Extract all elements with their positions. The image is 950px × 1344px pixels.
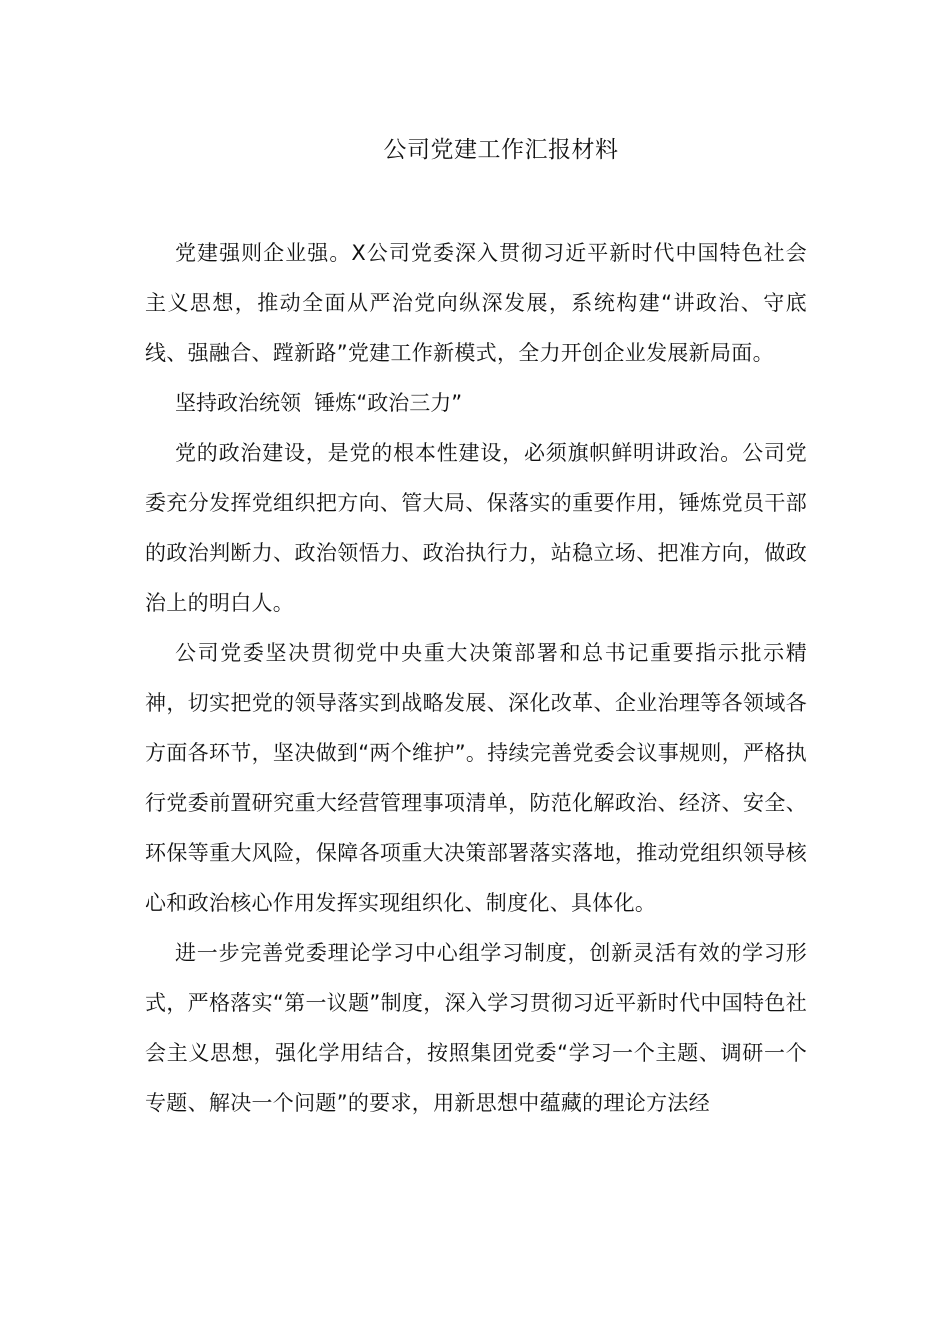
paragraph-intro: 党建强则企业强。X公司党委深入贯彻习近平新时代中国特色社会主义思想，推动全面从严治党向纵深发展，系统构建“讲政治、守底线、强融合、蹚新路”党建工作新模式，全力开创企业发展新局面。 <box>145 241 807 365</box>
section-heading: 坚持政治统领 锤炼“政治三力” <box>175 391 463 415</box>
document-title: 公司党建工作汇报材料 <box>383 137 619 163</box>
paragraph-political-building: 党的政治建设，是党的根本性建设，必须旗帜鲜明讲政治。公司党委充分发挥党组织把方向、管大局、保落实的重要作用，锤炼党员干部的政治判断力、政治领悟力、政治执行力，站稳立场、把准方向，做政治上的明白人。 <box>145 441 807 615</box>
document-body <box>145 228 807 1128</box>
paragraph-party-committee: 公司党委坚决贯彻党中央重大决策部署和总书记重要指示批示精神，切实把党的领导落实到战略发展、深化改革、企业治理等各领域各方面各环节，坚决做到“两个维护”。持续完善党委会议事规则，严格执行党委前置研究重大经营管理事项清单，防范化解政治、经济、安全、环保等重大风险，保障各项重大决策部署落实落地，推动党组织领导核心和政治核心作用发挥实现组织化、制度化、具体化。 <box>145 641 807 915</box>
paragraph-study-system: 进一步完善党委理论学习中心组学习制度，创新灵活有效的学习形式，严格落实“第一议题”制度，深入学习贯彻习近平新时代中国特色社会主义思想，强化学用结合，按照集团党委“学习一个主题、调研一个专题、解决一个问题”的要求，用新思想中蕴藏的理论方法经 <box>145 941 807 1115</box>
